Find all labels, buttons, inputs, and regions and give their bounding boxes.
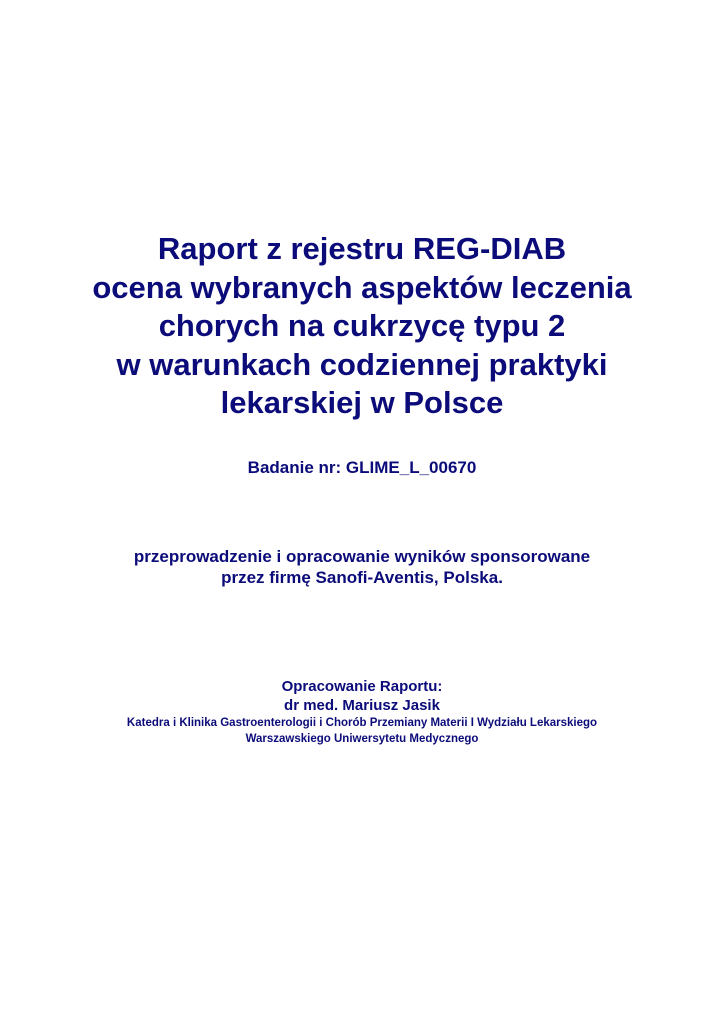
report-author-section [0, 677, 724, 747]
affiliation-line-1: Katedra i Klinika Gastroenterologii i Chorób Przemiany Materii I Wydziału Lekarskiego [126, 717, 598, 729]
title-line-1: Raport z rejestru REG-DIAB [157, 231, 567, 266]
title-line-4: w warunkach codziennej praktyki [116, 346, 608, 382]
sponsor-statement [0, 546, 724, 588]
author-heading: Opracowanie Raportu: [281, 678, 443, 695]
title-line-3: chorych na cukrzycę typu 2 [158, 308, 566, 343]
affiliation-line-2: Warszawskiego Uniwersytetu Medycznego [245, 733, 479, 745]
author-name: dr med. Mariusz Jasik [284, 697, 440, 714]
title-line-2: ocena wybranych aspektów leczenia [92, 269, 632, 305]
sponsor-line-2: przez firmę Sanofi-Aventis, Polska. [221, 568, 503, 587]
sponsor-line-1: przeprowadzenie i opracowanie wyników sponsorowane [133, 547, 591, 566]
study-number: Badanie nr: GLIME_L_00670 [247, 458, 477, 477]
title-line-5: lekarskiej w Polsce [220, 385, 504, 420]
report-title [0, 230, 724, 423]
